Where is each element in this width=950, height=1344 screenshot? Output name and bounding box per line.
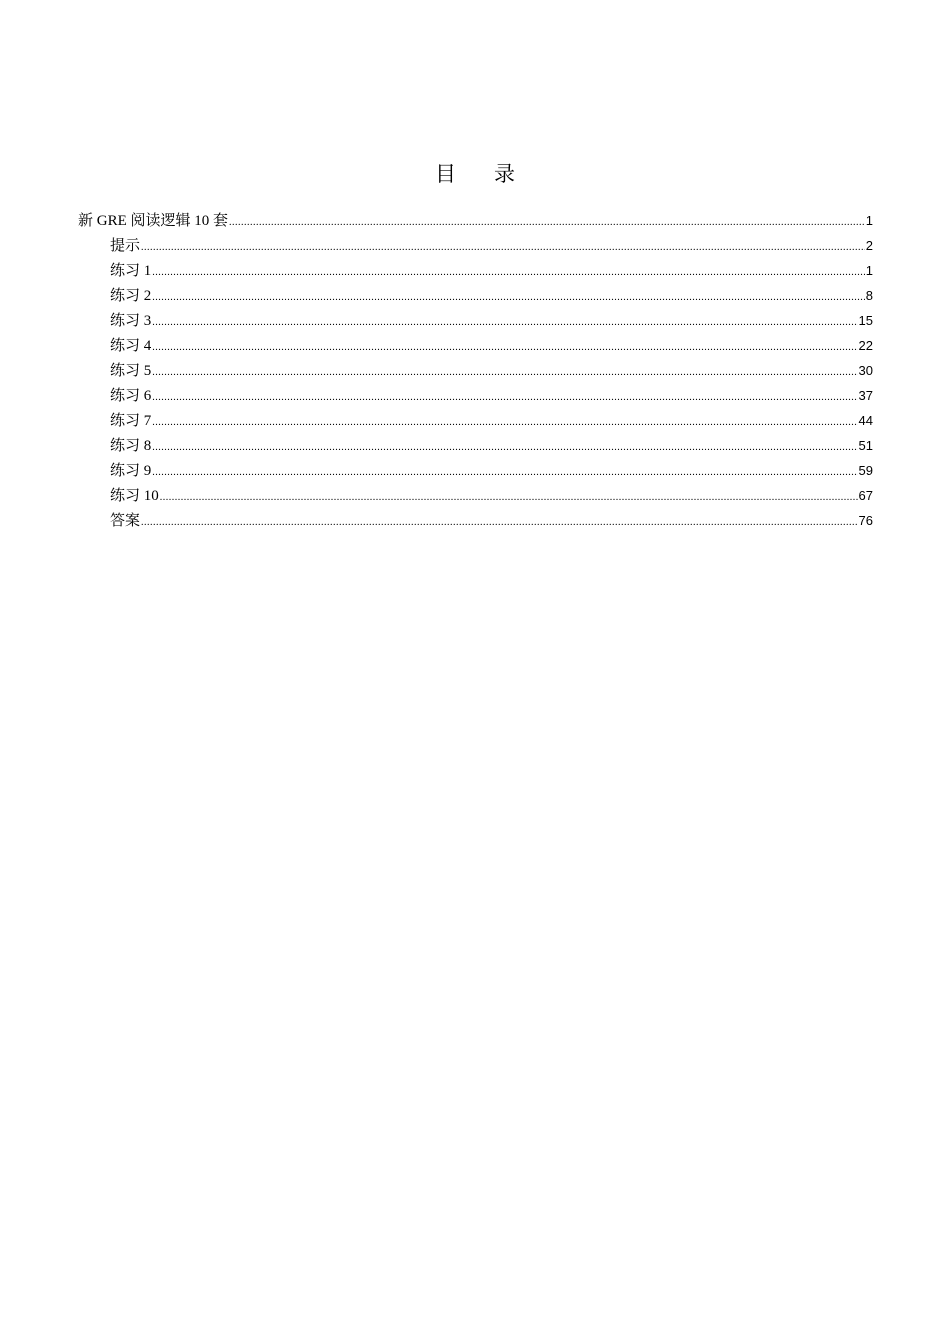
toc-page-number: 1 <box>865 263 873 278</box>
toc-entry-label: 新 GRE 阅读逻辑 10 套 <box>78 213 229 229</box>
toc-dot-leader <box>152 416 857 430</box>
toc-entry-label: 练习 8 <box>110 438 152 454</box>
table-of-contents <box>78 205 873 530</box>
toc-dot-leader <box>152 266 865 280</box>
toc-dot-leader <box>229 216 865 230</box>
toc-entry-label: 练习 2 <box>110 288 152 304</box>
toc-entry-exercise-6[interactable] <box>78 380 873 405</box>
toc-entry-exercise-5[interactable] <box>78 355 873 380</box>
toc-entry-label: 练习 10 <box>110 488 159 504</box>
toc-entry-label: 答案 <box>110 513 141 529</box>
toc-page-number: 1 <box>865 213 873 228</box>
toc-dot-leader <box>152 441 857 455</box>
toc-entry-label: 练习 4 <box>110 338 152 354</box>
toc-dot-leader <box>141 516 858 530</box>
toc-entry-exercise-3[interactable] <box>78 305 873 330</box>
toc-entry-exercise-8[interactable] <box>78 430 873 455</box>
page-title: 目录 <box>435 162 553 186</box>
toc-entry-label: 练习 9 <box>110 463 152 479</box>
toc-entry-label: 练习 1 <box>110 263 152 279</box>
toc-page-number: 2 <box>865 238 873 253</box>
toc-entry-exercise-9[interactable] <box>78 455 873 480</box>
toc-page-number: 30 <box>858 363 873 378</box>
toc-page-number: 37 <box>858 388 873 403</box>
toc-page-number: 59 <box>858 463 873 478</box>
toc-page-number: 76 <box>858 513 873 528</box>
toc-dot-leader <box>152 366 857 380</box>
toc-dot-leader <box>160 491 858 505</box>
toc-entry-exercise-7[interactable] <box>78 405 873 430</box>
toc-entry-label: 提示 <box>110 238 141 254</box>
toc-dot-leader <box>152 466 857 480</box>
toc-page-number: 51 <box>858 438 873 453</box>
toc-dot-leader <box>152 291 865 305</box>
toc-entry-exercise-1[interactable] <box>78 255 873 280</box>
toc-page-number: 15 <box>858 313 873 328</box>
toc-page-number: 8 <box>865 288 873 303</box>
toc-entry-label: 练习 6 <box>110 388 152 404</box>
toc-entry-label: 练习 3 <box>110 313 152 329</box>
toc-entry-answers[interactable] <box>78 505 873 530</box>
toc-page-number: 67 <box>858 488 873 503</box>
toc-entry-exercise-2[interactable] <box>78 280 873 305</box>
toc-entry-exercise-10[interactable] <box>78 480 873 505</box>
toc-entry-main[interactable] <box>78 205 873 230</box>
toc-entry-tips[interactable] <box>78 230 873 255</box>
toc-entry-exercise-4[interactable] <box>78 330 873 355</box>
toc-dot-leader <box>152 316 857 330</box>
toc-dot-leader <box>152 341 857 355</box>
toc-dot-leader <box>152 391 857 405</box>
toc-page-number: 44 <box>858 413 873 428</box>
toc-dot-leader <box>141 241 865 255</box>
toc-entry-label: 练习 5 <box>110 363 152 379</box>
toc-page-number: 22 <box>858 338 873 353</box>
toc-entry-label: 练习 7 <box>110 413 152 429</box>
